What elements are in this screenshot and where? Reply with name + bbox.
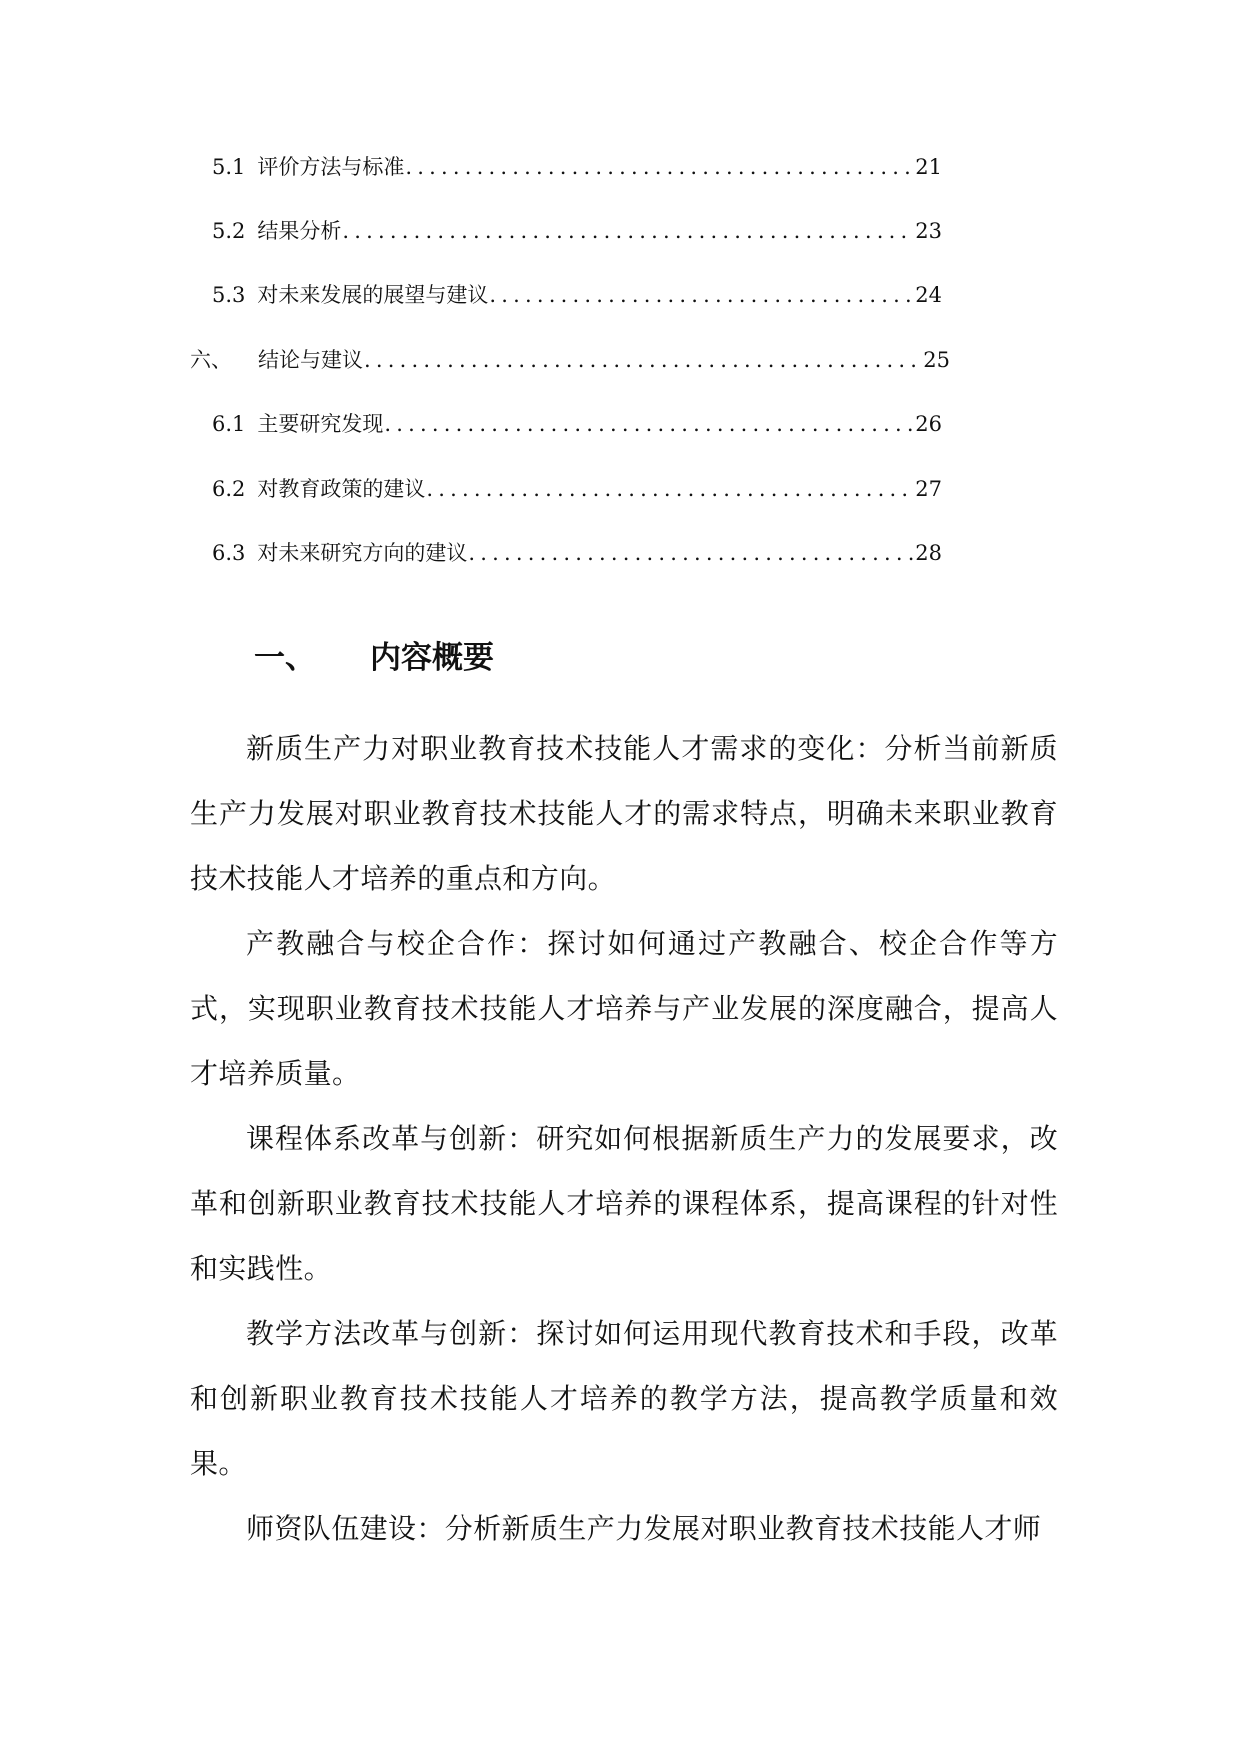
toc-dot-leader [364, 345, 921, 375]
toc-entry-page: 28 [915, 541, 942, 565]
toc-entry-title: 对教育政策的建议 [257, 477, 426, 501]
paragraph: 新质生产力对职业教育技术技能人才需求的变化：分析当前新质生产力发展对职业教育技术技能人才的需求特点，明确未来职业教育技术技能人才培养的重点和方向。 [190, 732, 1058, 895]
toc-entry-6-3[interactable] [212, 538, 942, 568]
toc-entry-5-3[interactable] [212, 280, 942, 310]
toc-dot-leader [405, 152, 913, 182]
toc-entry-number: 5.1 [212, 155, 246, 179]
paragraph: 教学方法改革与创新：探讨如何运用现代教育技术和手段，改革和创新职业教育技术技能人才培养的教学方法，提高教学质量和效果。 [190, 1317, 1058, 1480]
section-title: 内容概要 [370, 640, 494, 676]
toc-dot-leader [468, 538, 913, 568]
toc-entry-title: 对未来发展的展望与建议 [257, 283, 489, 307]
toc-entry-6-2[interactable] [212, 474, 942, 504]
toc-entry-page: 24 [915, 283, 942, 307]
toc-dot-leader [426, 474, 913, 504]
toc-entry-title: 主要研究发现 [257, 412, 384, 436]
toc-entry-5-1[interactable] [212, 152, 942, 182]
paragraph: 师资队伍建设：分析新质生产力发展对职业教育技术技能人才师 [246, 1512, 1042, 1545]
toc-entry-number: 6.3 [212, 541, 246, 565]
paragraph: 课程体系改革与创新：研究如何根据新质生产力的发展要求，改革和创新职业教育技术技能人才培养的课程体系，提高课程的针对性和实践性。 [190, 1122, 1058, 1285]
toc-entry-number: 6.1 [212, 412, 246, 436]
toc-entry-title: 评价方法与标准 [257, 155, 405, 179]
section-heading [254, 638, 494, 678]
toc-dot-leader [489, 280, 913, 310]
toc-entry-number: 5.2 [212, 219, 246, 243]
toc-entry-chapter-6[interactable] [190, 345, 950, 375]
toc-entry-page: 25 [923, 348, 950, 372]
toc-entry-number: 5.3 [212, 283, 246, 307]
toc-entry-page: 26 [915, 412, 942, 436]
section-number: 一、 [254, 640, 316, 676]
toc-entry-page: 27 [915, 477, 942, 501]
toc-entry-title: 对未来研究方向的建议 [257, 541, 468, 565]
toc-entry-5-2[interactable] [212, 216, 942, 246]
toc-entry-page: 21 [915, 155, 942, 179]
toc-entry-6-1[interactable] [212, 409, 942, 439]
toc-dot-leader [342, 216, 913, 246]
paragraph: 产教融合与校企合作：探讨如何通过产教融合、校企合作等方式，实现职业教育技术技能人才培养与产业发展的深度融合，提高人才培养质量。 [190, 927, 1058, 1090]
toc-entry-number: 六、 [190, 348, 232, 372]
toc-entry-title: 结论与建议 [258, 348, 363, 372]
toc-entry-title: 结果分析 [257, 219, 342, 243]
toc-dot-leader [384, 409, 913, 439]
toc-entry-page: 23 [915, 219, 942, 243]
section-body [190, 716, 1058, 1561]
toc-entry-number: 6.2 [212, 477, 246, 501]
